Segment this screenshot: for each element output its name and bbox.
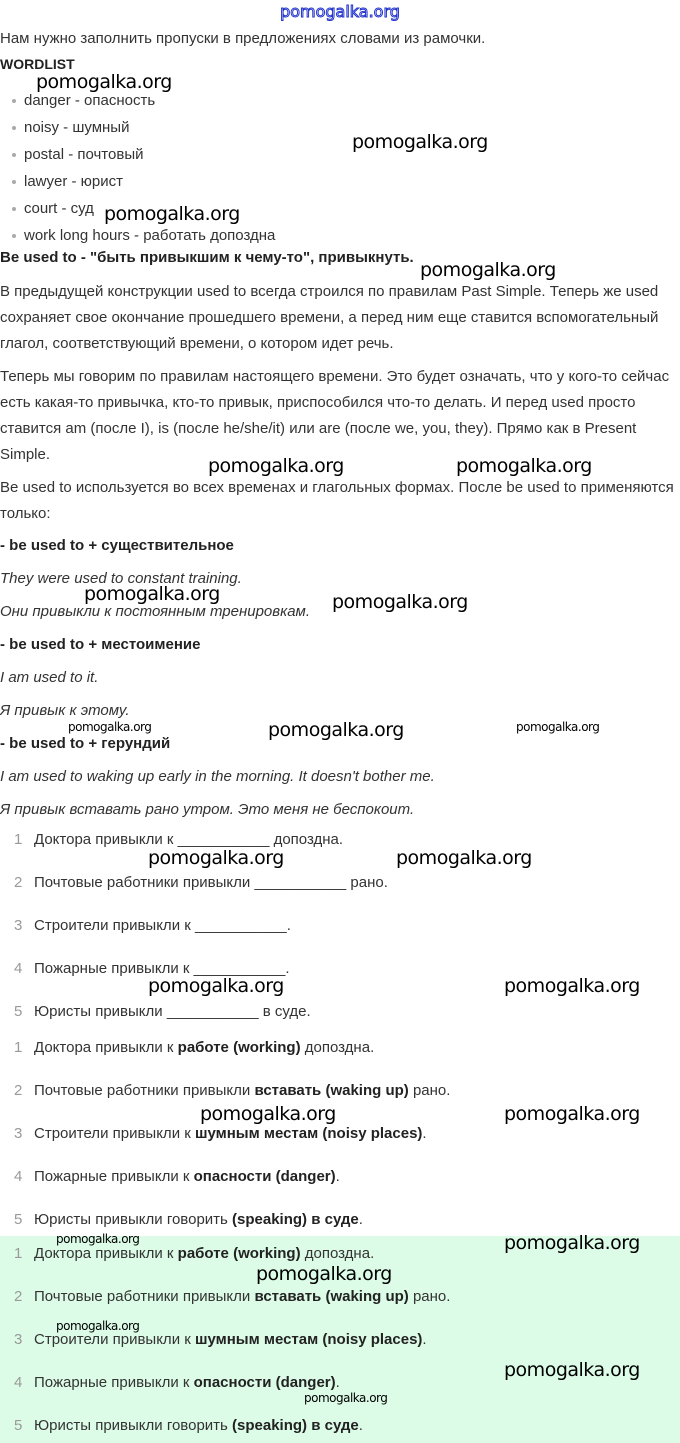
answer-text: .: [358, 1211, 363, 1228]
answer-item: [0, 1167, 340, 1187]
wordlist-item-text: work long hours - работать допоздна: [24, 227, 276, 244]
item-number: 2: [14, 1082, 23, 1099]
answer-item: [0, 1373, 340, 1393]
answer-word: вставать (waking up): [254, 1288, 409, 1305]
answer-item: [0, 1038, 374, 1058]
rule-example-en: I am used to waking up early in the morning. It doesn't bother me.: [0, 768, 435, 785]
watermark-header: pomogalka.org: [280, 2, 400, 21]
exercise-text: Строители привыкли к ___________.: [34, 917, 291, 934]
watermark: pomogalka.org: [104, 203, 240, 225]
watermark: pomogalka.org: [332, 591, 468, 613]
rule-example-en: I am used to it.: [0, 669, 99, 686]
item-number: 2: [14, 874, 23, 891]
intro-text: Нам нужно заполнить пропуски в предложениях словами из рамочки.: [0, 30, 486, 47]
item-number: 5: [14, 1211, 23, 1228]
wordlist-item-text: danger - опасность: [24, 92, 156, 109]
answer-word: шумным местам (noisy places): [194, 1125, 423, 1142]
answer-item: [0, 1081, 450, 1101]
answer-text: допоздна.: [300, 1039, 375, 1056]
rule-example-ru: Я привык к этому.: [0, 702, 130, 719]
watermark: pomogalka.org: [420, 259, 556, 281]
answer-text: Строители привыкли к: [34, 1331, 195, 1348]
answer-text: .: [335, 1374, 340, 1391]
watermark: pomogalka.org: [200, 1103, 336, 1125]
wordlist-item-text: noisy - шумный: [24, 119, 130, 136]
paragraph-3: Be used to используется во всех временах и глагольных формах. После be used to применяются только:: [0, 479, 674, 522]
exercise-text: Почтовые работники привыкли ___________ рано.: [34, 874, 388, 891]
watermark: pomogalka.org: [256, 1263, 392, 1285]
watermark: pomogalka.org: [84, 583, 220, 605]
answer-text: допоздна.: [300, 1245, 375, 1262]
paragraph-2: Теперь мы говорим по правилам настоящего времени. Это будет означать, что у кого-то сейчас есть какая-то привычка, кто-то привык, приспособился что-то делать. И перед used просто ставится am (после I), is (после he/she/it) или are (после we, you, they). Прямо как в Present Simple.: [0, 368, 670, 463]
watermark: pomogalka.org: [504, 1359, 640, 1381]
answer-word: работе (working): [177, 1039, 301, 1056]
answer-text: Пожарные привыкли к: [34, 1168, 194, 1185]
answer-word: опасности (danger): [193, 1168, 336, 1185]
bullet-icon: [12, 153, 16, 157]
item-number: 5: [14, 1417, 23, 1434]
exercise-text: Пожарные привыкли к ___________.: [34, 960, 290, 977]
answer-text: Юристы привыкли говорить: [34, 1417, 233, 1434]
wordlist-item-text: postal - почтовый: [24, 146, 144, 163]
bullet-icon: [12, 180, 16, 184]
answer-text: Доктора привыкли к: [34, 1245, 178, 1262]
answer-text: .: [335, 1168, 340, 1185]
bullet-icon: [12, 207, 16, 211]
rule-heading: - be used to + существительное: [0, 537, 234, 554]
answer-item: [0, 1124, 427, 1144]
watermark: pomogalka.org: [36, 71, 172, 93]
answer-text: .: [358, 1417, 363, 1434]
answer-text: рано.: [408, 1082, 451, 1099]
watermark: pomogalka.org: [352, 131, 488, 153]
rule-example-en: They were used to constant training.: [0, 570, 242, 587]
answer-text: рано.: [408, 1288, 451, 1305]
wordlist-item: [12, 226, 275, 246]
watermark: pomogalka.org: [504, 975, 640, 997]
watermark: pomogalka.org: [148, 847, 284, 869]
watermark: pomogalka.org: [304, 1391, 388, 1405]
exercise-item: [0, 1002, 311, 1022]
exercise-text: Юристы привыкли ___________ в суде.: [34, 1003, 311, 1020]
answer-text: Пожарные привыкли к: [34, 1374, 194, 1391]
rule-example-ru: Они привыкли к постоянным тренировкам.: [0, 603, 310, 620]
watermark: pomogalka.org: [396, 847, 532, 869]
watermark: pomogalka.org: [516, 720, 600, 734]
rule-heading: - be used to + герундий: [0, 735, 171, 752]
watermark: pomogalka.org: [456, 455, 592, 477]
bullet-icon: [12, 99, 16, 103]
watermark: pomogalka.org: [504, 1103, 640, 1125]
answer-text: .: [422, 1331, 427, 1348]
watermark: pomogalka.org: [56, 1319, 140, 1333]
be-used-heading: Be used to - "быть привыкшим к чему-то", привыкнуть.: [0, 249, 414, 266]
watermark: pomogalka.org: [56, 1232, 140, 1246]
exercise-text: Доктора привыкли к ___________ допоздна.: [34, 831, 344, 848]
bullet-icon: [12, 234, 16, 238]
wordlist-item-text: lawyer - юрист: [24, 173, 124, 190]
watermark: pomogalka.org: [148, 975, 284, 997]
wordlist-item: [12, 91, 155, 111]
answer-item: [0, 1287, 450, 1307]
answer-word: вставать (waking up): [254, 1082, 409, 1099]
item-number: 1: [14, 831, 23, 848]
exercise-item: [0, 873, 388, 893]
wordlist-item-text: court - суд: [24, 200, 94, 217]
wordlist-item: [12, 118, 129, 138]
item-number: 1: [14, 1039, 23, 1056]
item-number: 3: [14, 917, 23, 934]
answer-word: (speaking) в суде: [232, 1211, 359, 1228]
answer-word: (speaking) в суде: [232, 1417, 359, 1434]
item-number: 1: [14, 1245, 23, 1262]
answer-text: .: [422, 1125, 427, 1142]
watermark: pomogalka.org: [208, 455, 344, 477]
answer-item: [0, 1244, 374, 1264]
item-number: 3: [14, 1125, 23, 1142]
item-number: 5: [14, 1003, 23, 1020]
answer-text: Почтовые работники привыкли: [34, 1288, 255, 1305]
answer-item: [0, 1416, 363, 1436]
wordlist-item: [12, 199, 94, 219]
rule-heading: - be used to + местоимение: [0, 636, 201, 653]
answer-word: шумным местам (noisy places): [194, 1331, 423, 1348]
item-number: 4: [14, 1168, 23, 1185]
rule-example-ru: Я привык вставать рано утром. Это меня не беспокоит.: [0, 801, 415, 818]
bullet-icon: [12, 126, 16, 130]
watermark: pomogalka.org: [68, 720, 152, 734]
item-number: 4: [14, 960, 23, 977]
answer-word: опасности (danger): [193, 1374, 336, 1391]
answer-word: работе (working): [177, 1245, 301, 1262]
answer-item: [0, 1210, 363, 1230]
item-number: 2: [14, 1288, 23, 1305]
answer-text: Юристы привыкли говорить: [34, 1211, 233, 1228]
paragraph-1: В предыдущей конструкции used to всегда строился по правилам Past Simple. Теперь же used сохраняет свое окончание прошедшего времени, а перед ним еще ставится вспомогательный глагол, соответствующий времени, о котором идет речь.: [0, 283, 659, 352]
item-number: 4: [14, 1374, 23, 1391]
answer-text: Доктора привыкли к: [34, 1039, 178, 1056]
answer-text: Почтовые работники привыкли: [34, 1082, 255, 1099]
exercise-item: [0, 916, 291, 936]
wordlist-item: [12, 172, 123, 192]
watermark: pomogalka.org: [268, 719, 404, 741]
wordlist-title: WORDLIST: [0, 56, 75, 72]
watermark: pomogalka.org: [504, 1232, 640, 1254]
answer-text: Строители привыкли к: [34, 1125, 195, 1142]
answer-item: [0, 1330, 427, 1350]
item-number: 3: [14, 1331, 23, 1348]
wordlist-item: [12, 145, 143, 165]
